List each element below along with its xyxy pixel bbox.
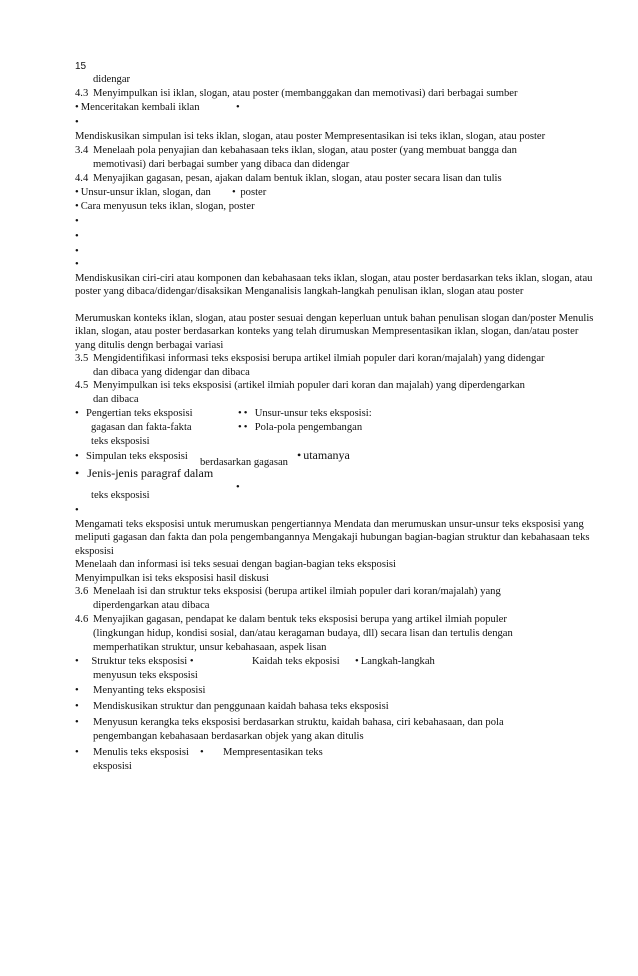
item-number: 3.5	[75, 353, 89, 364]
item-text: Menyimpulkan isi iklan, slogan, atau poster (membanggakan dan memotivasi) dari berbagai sumber	[93, 88, 518, 99]
text-line: Menyimpulkan isi teks eksposisi hasil diskusi	[75, 573, 269, 584]
bullet-line	[75, 684, 206, 697]
item-text: Menyimpulkan isi teks eksposisi (artikel ilmiah populer dari koran dan majalah) yang diperdengarkan	[93, 380, 525, 391]
bullet-icon: •	[297, 448, 302, 462]
text-line: pengembangan kebahasaan berdasarkan objek yang akan ditulis	[93, 731, 364, 742]
bullet-icon: •	[243, 408, 248, 419]
item-text: poster	[240, 187, 267, 198]
item-text: Menyajikan gagasan, pendapat ke dalam bentuk teks eksposisi berupa yang artikel ilmiah populer	[93, 614, 507, 625]
bullet-line	[232, 186, 266, 199]
text-line	[75, 585, 501, 598]
item-text: Menceritakan kembali iklan	[80, 102, 200, 113]
text-line: didengar	[93, 74, 131, 85]
item-text: Struktur teks eksposisi	[91, 656, 188, 667]
item-text: Unsur-unsur iklan, slogan, dan	[80, 187, 211, 198]
bullet-icon: •	[75, 117, 79, 128]
item-number: 4.6	[75, 614, 89, 625]
text-line: memperhatikan struktur, unsur kebahasaan, aspek lisan	[93, 642, 327, 653]
item-text: Menyajikan gagasan, pesan, ajakan dalam bentuk iklan, slogan, atau poster secara lisan dan tulis	[93, 173, 502, 184]
item-text: Menyanting teks eksposisi	[93, 685, 206, 696]
bullet-line	[75, 407, 193, 420]
item-text: Pola-pola pengembangan	[254, 422, 363, 433]
item-text: Mendiskusikan struktur dan penggunaan kaidah bahasa teks eksposisi	[93, 701, 389, 712]
text-line: Kaidah teks ekposisi	[252, 656, 340, 667]
text-line: dan dibaca yang didengar dan dibaca	[93, 367, 250, 378]
bullet-icon: •	[75, 201, 79, 212]
bullet-icon: •	[75, 717, 79, 728]
item-text: Cara menyusun teks iklan, slogan, poster	[80, 201, 255, 212]
text-line: teks eksposisi	[91, 436, 150, 447]
item-text: Simpulan teks eksposisi	[86, 451, 188, 462]
text-line: menyusun teks eksposisi	[93, 670, 198, 681]
bullet-line	[238, 407, 372, 420]
bullet-icon: •	[243, 422, 248, 433]
bullet-line	[75, 101, 200, 114]
text-line	[75, 172, 502, 185]
text-line: (lingkungan hidup, kondisi sosial, dan/atau keragaman budaya, dll) secara lisan dan tertulis dengan	[93, 628, 513, 639]
bullet-icon: •	[75, 656, 79, 667]
bullet-icon: •	[236, 482, 240, 493]
text-line	[75, 379, 525, 392]
item-text: Jenis-jenis paragraf dalam	[87, 466, 214, 480]
bullet-icon: •	[75, 259, 79, 270]
text-line	[75, 87, 518, 100]
item-text: Mengidentifikasi informasi teks eksposisi berupa artikel ilmiah populer dari koran/majalah) yang didengar	[93, 353, 545, 364]
bullet-line	[75, 700, 389, 713]
page-number: 15	[75, 61, 87, 72]
bullet-icon: •	[75, 216, 79, 227]
bullet-line	[75, 467, 213, 480]
bullet-icon: •	[355, 656, 359, 667]
item-text: Menyusun kerangka teks eksposisi berdasarkan struktu, kaidah bahasa, ciri kebahasaan, dan pola	[93, 717, 504, 728]
bullet-icon: •	[75, 701, 79, 712]
bullet-line	[75, 186, 211, 199]
item-number: 3.6	[75, 586, 89, 597]
bullet-icon: •	[75, 505, 79, 516]
bullet-icon: •	[200, 747, 204, 758]
item-number: 4.4	[75, 173, 89, 184]
item-text: Pengertian teks eksposisi	[86, 408, 193, 419]
item-text: utamanya	[303, 448, 350, 462]
text-line: Mendiskusikan simpulan isi teks iklan, slogan, atau poster Mempresentasikan isi teks iklan, slogan, atau poster	[75, 131, 546, 142]
text-line	[75, 613, 507, 626]
bullet-line	[75, 746, 189, 759]
bullet-icon: •	[236, 102, 240, 113]
paragraph: Mendiskusikan ciri-ciri atau komponen dan kebahasaan teks iklan, slogan, atau poster berdasarkan teks iklan, slogan, atau poster yang dibaca/didengar/disaksikan Menganalisis langkah-langkah penulisan iklan, slogan atau poster	[75, 273, 593, 298]
bullet-line	[238, 421, 362, 434]
text-line: teks eksposisi	[91, 490, 150, 501]
bullet-icon: •	[75, 231, 79, 242]
item-text: Unsur-unsur teks eksposisi:	[254, 408, 372, 419]
bullet-icon: •	[75, 408, 79, 419]
text-line: memotivasi) dari berbagai sumber yang dibaca dan didengar	[93, 159, 350, 170]
bullet-line	[75, 450, 188, 463]
bullet-icon: •	[232, 187, 236, 198]
text-line	[75, 352, 545, 365]
bullet-icon: •	[238, 422, 242, 433]
item-text: Menulis teks eksposisi	[93, 747, 189, 758]
text-line: eksposisi	[93, 761, 132, 772]
paragraph: Merumuskan konteks iklan, slogan, atau poster sesuai dengan keperluan untuk bahan penulisan slogan dan/poster Menulis iklan, slogan, atau poster berdasarkan konteks yang telah dirumuskan Mempresentasikan iklan, slogan, dan/atau poster yang ditulis dengn berbagai variasi	[75, 313, 594, 351]
bullet-icon: •	[189, 656, 194, 667]
text-line: berdasarkan gagasan	[200, 457, 288, 468]
paragraph: Mengamati teks eksposisi untuk merumuskan pengertiannya Mendata dan merumuskan unsur-unsur teks eksposisi yang meliputi gagasan dan fakta dan pola pengembangannya Mengakaji hubungan bagian-bagian struktur dan kebahasaan teks eksposisi	[75, 519, 590, 557]
item-number: 4.5	[75, 380, 89, 391]
text-line: diperdengarkan atau dibaca	[93, 600, 210, 611]
bullet-icon: •	[75, 246, 79, 257]
bullet-line	[75, 655, 196, 668]
text-line: gagasan dan fakta-fakta	[91, 422, 192, 433]
item-number: 3.4	[75, 145, 89, 156]
text-line	[75, 144, 517, 157]
bullet-icon: •	[75, 102, 79, 113]
item-text: Langkah-langkah	[360, 656, 435, 667]
bullet-line	[75, 200, 255, 213]
bullet-icon: •	[75, 466, 80, 480]
item-number: 4.3	[75, 88, 89, 99]
text-line: dan dibaca	[93, 394, 139, 405]
text-line: Menelaah dan informasi isi teks sesuai dengan bagian-bagian teks eksposisi	[75, 559, 396, 570]
bullet-icon: •	[75, 747, 79, 758]
bullet-icon: •	[75, 685, 79, 696]
bullet-line	[75, 716, 504, 729]
item-text: Menelaah isi dan struktur teks eksposisi (berupa artikel ilmiah populer dari koran/majalah) yang	[93, 586, 501, 597]
text-line: Mempresentasikan teks	[223, 747, 323, 758]
bullet-icon: •	[75, 187, 79, 198]
item-text: Menelaah pola penyajian dan kebahasaan teks iklan, slogan, atau poster (yang membuat bangga dan	[93, 145, 517, 156]
bullet-line	[355, 655, 435, 668]
bullet-icon: •	[238, 408, 242, 419]
bullet-icon: •	[75, 451, 79, 462]
bullet-line	[297, 449, 350, 462]
